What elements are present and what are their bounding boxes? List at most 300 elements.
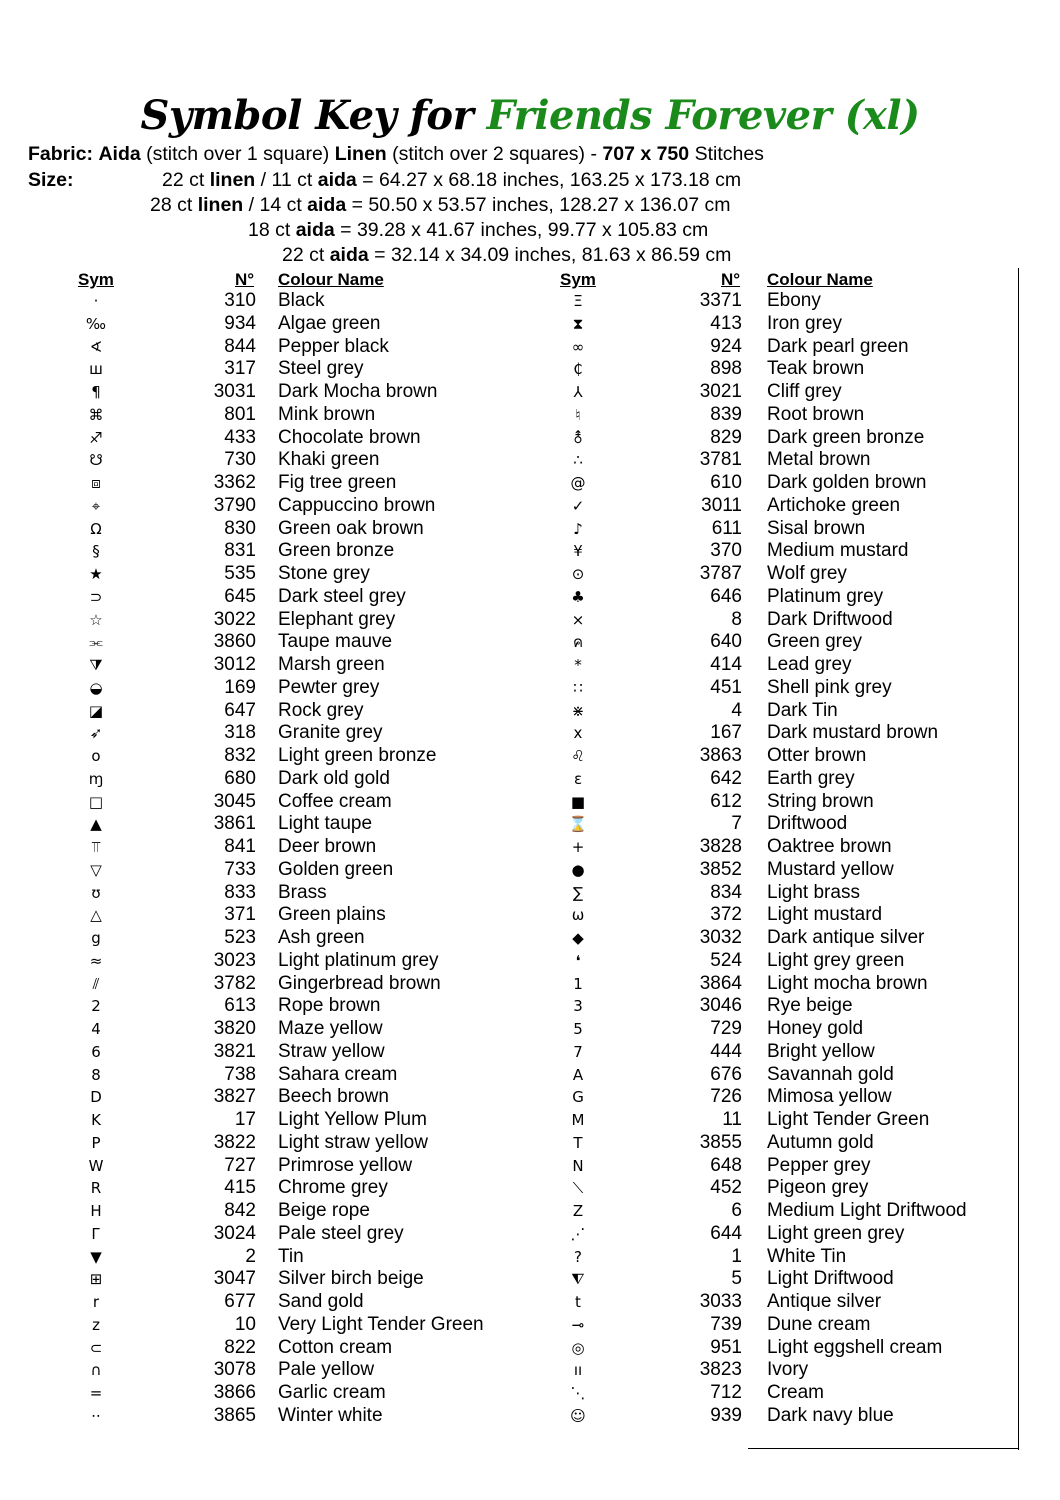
color-number: 612 [710, 790, 742, 812]
color-number: 613 [224, 995, 256, 1017]
color-name: Artichoke green [767, 494, 901, 516]
symbol-glyph: ◆ [572, 929, 584, 947]
color-number: 3045 [213, 790, 256, 812]
color-name: Pepper grey [767, 1154, 871, 1176]
color-name: Deer brown [278, 836, 377, 857]
color-name: Steel grey [278, 358, 364, 380]
symbol-glyph: □ [88, 792, 104, 811]
color-number: 801 [224, 403, 256, 425]
symbol-glyph: 5 [573, 1020, 583, 1038]
color-number: 3362 [213, 472, 256, 493]
color-number: 730 [224, 449, 256, 471]
size-label: Size: [28, 169, 74, 191]
frame-line [1018, 268, 1019, 1450]
color-number: 10 [234, 1313, 256, 1335]
color-number: 3023 [213, 949, 256, 971]
symbol-glyph: ¶ [91, 383, 101, 401]
symbol-glyph: ◒ [89, 678, 103, 697]
symbol-glyph: ⧨ [571, 1270, 585, 1289]
symbol-glyph: R [90, 1179, 102, 1198]
symbol-glyph: r [92, 1293, 100, 1311]
color-number: 3011 [701, 494, 742, 516]
symbol-glyph: ★ [89, 565, 103, 583]
color-number: 310 [224, 290, 256, 311]
symbol-glyph: △ [90, 906, 102, 925]
symbol-glyph: ⋇ [571, 701, 585, 720]
color-name: Dark navy blue [767, 1404, 894, 1426]
symbol-glyph: ♣ [571, 587, 585, 606]
color-name: Very Light Tender Green [278, 1313, 484, 1335]
symbol-glyph: W [88, 1156, 104, 1175]
color-name: Light Driftwood [767, 1268, 894, 1290]
symbol-glyph: ⧈ [91, 474, 101, 492]
color-number: 839 [710, 403, 742, 425]
color-name: Pigeon grey [767, 1177, 869, 1199]
color-number: 3860 [213, 631, 256, 653]
color-number: 611 [711, 517, 742, 539]
color-name: White Tin [767, 1245, 847, 1267]
color-name: Iron grey [767, 312, 842, 334]
symbol-glyph: ⌖ [91, 496, 101, 515]
color-name: Light Tender Green [767, 1109, 930, 1130]
color-name: Light Yellow Plum [278, 1109, 427, 1130]
color-name: Shell pink grey [767, 676, 892, 698]
color-name: Dark Tin [767, 699, 838, 721]
symbol-glyph: H [90, 1202, 102, 1220]
header-num: N° [721, 270, 741, 289]
symbol-glyph: ≈ [89, 951, 103, 970]
color-name: Driftwood [767, 813, 848, 835]
size-line: 18 ct aida = 39.28 x 41.67 inches, 99.77 x 105.83 cm [248, 219, 709, 241]
symbol-glyph: ∞ [571, 337, 585, 356]
symbol-glyph: Ξ [573, 292, 583, 310]
color-number: 647 [224, 699, 256, 721]
color-number: 3024 [213, 1222, 256, 1244]
symbol-glyph: ⋱ [570, 1384, 586, 1402]
color-number: 934 [224, 312, 256, 334]
symbol-glyph: ∑ [572, 883, 584, 902]
color-number: 898 [710, 358, 742, 380]
symbol-glyph: ⌘ [88, 405, 104, 424]
color-name: Cliff grey [767, 381, 842, 402]
color-name: Tin [278, 1245, 304, 1267]
header-name: Colour Name [767, 270, 873, 289]
color-name: Pale yellow [278, 1359, 375, 1381]
color-number: 3864 [699, 972, 742, 994]
color-number: 645 [224, 585, 256, 607]
color-name: Green plains [278, 904, 386, 926]
color-name: Platinum grey [767, 585, 884, 607]
symbol-glyph: 2 [91, 997, 101, 1016]
header-name: Colour Name [278, 270, 384, 289]
color-name: Teak brown [767, 358, 865, 380]
symbol-glyph: g [91, 929, 101, 947]
color-number: 3820 [213, 1018, 256, 1039]
color-name: Beech brown [278, 1086, 389, 1108]
symbol-glyph: P [91, 1133, 101, 1152]
color-number: 3022 [213, 608, 256, 630]
symbol-glyph: ⧗ [572, 314, 584, 333]
symbol-glyph: ⅄ [573, 383, 583, 401]
symbol-glyph: ? [574, 1247, 582, 1266]
color-name: Gingerbread brown [278, 972, 441, 994]
color-number: 833 [224, 881, 256, 903]
color-number: 3866 [213, 1382, 256, 1403]
color-name: Coffee cream [278, 790, 392, 812]
color-name: Lead grey [767, 654, 852, 675]
color-number: 523 [224, 927, 256, 948]
color-number: 3371 [699, 290, 742, 311]
color-name: Garlic cream [278, 1382, 386, 1403]
symbol-glyph: ⊙ [571, 565, 585, 583]
size-line: 22 ct linen / 11 ct aida = 64.27 x 68.18 inches, 163.25 x 173.18 cm [162, 169, 742, 191]
color-number: 4 [731, 699, 742, 721]
symbol-glyph: ⊃ [89, 587, 103, 606]
color-name: Rock grey [278, 699, 364, 721]
color-number: 739 [710, 1313, 742, 1335]
symbol-glyph: = [89, 1384, 103, 1402]
color-name: Light taupe [278, 813, 373, 835]
color-name: Pale steel grey [278, 1222, 404, 1244]
color-number: 317 [224, 358, 256, 380]
color-name: Chrome grey [278, 1177, 388, 1199]
color-number: 371 [224, 904, 256, 926]
color-name: Straw yellow [278, 1040, 385, 1062]
symbol-glyph: o [91, 747, 101, 765]
symbol-glyph: ε [573, 769, 583, 788]
color-number: 3782 [213, 972, 256, 994]
fabric-line: Fabric: Aida (stitch over 1 square) Linen (stitch over 2 squares) - 707 x 750 Stitches [28, 143, 764, 165]
color-number: 3032 [699, 927, 742, 948]
symbol-glyph: + [571, 838, 585, 856]
color-name: Light straw yellow [278, 1131, 428, 1153]
color-number: 822 [224, 1336, 256, 1358]
symbol-glyph: ♪ [573, 519, 583, 538]
symbol-glyph: ⌛ [568, 815, 588, 834]
symbol-glyph: ▼ [90, 1247, 102, 1266]
color-name: Oaktree brown [767, 836, 892, 857]
color-number: 3787 [699, 563, 742, 584]
color-number: 3821 [213, 1040, 256, 1062]
color-number: 642 [710, 767, 742, 789]
color-number: 3828 [699, 836, 742, 857]
color-name: Dark Mocha brown [278, 381, 438, 402]
color-name: Chocolate brown [278, 426, 421, 448]
color-name: Winter white [278, 1404, 383, 1426]
color-name: Earth grey [767, 767, 855, 789]
symbol-glyph: ∩ [90, 1361, 102, 1380]
symbol-glyph: ค [572, 633, 584, 652]
symbol-glyph: ☆ [89, 610, 103, 629]
color-name: Green oak brown [278, 517, 424, 539]
symbol-glyph: ш [89, 360, 103, 379]
color-name: Brass [278, 881, 327, 903]
color-number: 3865 [213, 1404, 256, 1426]
color-name: Autumn gold [767, 1131, 874, 1153]
color-name: Taupe mauve [278, 631, 393, 653]
color-number: 3861 [213, 813, 256, 835]
color-number: 3046 [699, 995, 742, 1017]
symbol-glyph: ⊞ [89, 1270, 103, 1289]
color-number: 829 [710, 426, 742, 448]
color-name: Rye beige [767, 995, 853, 1017]
color-number: 3021 [699, 381, 742, 402]
color-number: 451 [710, 676, 742, 698]
color-number: 415 [224, 1177, 256, 1199]
symbol-glyph: 4 [91, 1020, 101, 1038]
symbol-glyph: ¥ [573, 542, 583, 561]
color-name: Light brass [767, 881, 860, 903]
symbol-glyph: ⫘ [89, 633, 103, 652]
color-name: Mink brown [278, 403, 376, 425]
color-number: 712 [710, 1382, 742, 1403]
color-number: 3012 [213, 654, 256, 675]
color-name: Cappuccino brown [278, 494, 436, 516]
symbol-glyph: ⊂ [89, 1338, 103, 1357]
color-name: Sand gold [278, 1291, 364, 1312]
color-number: 3047 [213, 1268, 256, 1290]
color-name: Sahara cream [278, 1063, 398, 1085]
color-name: Beige rope [278, 1200, 370, 1221]
symbol-glyph: 6 [91, 1042, 101, 1061]
color-name: Wolf grey [767, 563, 847, 584]
color-number: 444 [710, 1040, 742, 1062]
symbol-glyph: ● [571, 860, 585, 879]
symbol-glyph: 8 [91, 1065, 101, 1084]
color-name: Metal brown [767, 449, 871, 471]
color-name: Light eggshell cream [767, 1336, 943, 1358]
symbol-glyph: D [90, 1088, 102, 1107]
symbol-glyph: ɱ [88, 769, 104, 788]
color-name: Green grey [767, 631, 863, 653]
color-number: 3078 [213, 1359, 256, 1381]
color-name: Primrose yellow [278, 1154, 413, 1176]
color-number: 648 [710, 1154, 742, 1176]
color-name: Stone grey [278, 563, 370, 584]
symbol-glyph: ⨯ [571, 610, 585, 629]
title-prefix: Symbol Key for [140, 92, 474, 139]
color-name: Honey gold [767, 1018, 864, 1039]
color-name: Light mustard [767, 904, 883, 926]
color-name: Dark green bronze [767, 426, 925, 448]
color-number: 727 [224, 1154, 256, 1176]
symbol-glyph: ω [571, 906, 585, 925]
color-name: Granite grey [278, 722, 383, 744]
header-sym: Sym [560, 270, 596, 289]
color-number: 7 [731, 813, 742, 835]
color-number: 372 [710, 904, 742, 926]
color-number: 433 [224, 426, 256, 448]
color-name: Elephant grey [278, 608, 396, 630]
color-name: Pepper black [278, 335, 389, 357]
color-number: 738 [224, 1063, 256, 1085]
symbol-glyph: ❛ [575, 951, 581, 970]
symbol-glyph: T [573, 1133, 583, 1152]
symbol-glyph: ➶ [89, 724, 103, 743]
color-name: Dark steel grey [278, 585, 406, 607]
color-number: 841 [224, 836, 256, 857]
color-name: Light mocha brown [767, 972, 928, 994]
symbol-glyph: ◪ [88, 701, 104, 720]
color-number: 5 [731, 1268, 742, 1290]
symbol-glyph: z [92, 1315, 100, 1334]
color-name: Light platinum grey [278, 949, 439, 971]
color-name: Algae green [278, 312, 381, 334]
color-number: 3781 [699, 449, 742, 471]
symbol-glyph: ₵ [573, 360, 583, 379]
color-number: 414 [710, 654, 742, 675]
pattern-name: Friends Forever (xl) [486, 92, 920, 139]
symbol-glyph: ✓ [571, 496, 585, 515]
symbol-glyph: 1 [573, 974, 583, 993]
symbol-glyph: ▽ [90, 860, 102, 879]
symbol-glyph: ʊ [91, 883, 101, 902]
color-number: 169 [224, 676, 256, 698]
color-name: Pewter grey [278, 676, 380, 698]
symbol-glyph: Ω [90, 519, 102, 538]
color-number: 3033 [699, 1291, 742, 1312]
color-number: 3790 [213, 494, 256, 516]
color-name: Dark golden brown [767, 472, 927, 493]
symbol-glyph: ♮ [575, 405, 581, 424]
color-name: Dark mustard brown [767, 722, 939, 744]
color-name: Root brown [767, 403, 865, 425]
color-number: 640 [710, 631, 742, 653]
size-line: 22 ct aida = 32.14 x 34.09 inches, 81.63 x 86.59 cm [282, 244, 732, 266]
color-name: String brown [767, 790, 874, 812]
symbol-glyph: ☋ [89, 451, 103, 470]
color-number: 924 [710, 335, 742, 357]
color-name: Antique silver [767, 1291, 882, 1312]
frame-line [748, 1448, 1019, 1449]
color-number: 610 [710, 472, 742, 493]
color-number: 3863 [699, 745, 742, 766]
color-number: 939 [710, 1404, 742, 1426]
color-name: Maze yellow [278, 1018, 383, 1039]
symbol-glyph: ⋰ [570, 1224, 586, 1243]
symbol-glyph: N [572, 1156, 584, 1175]
symbol-glyph: ⟍ [572, 1179, 584, 1198]
symbol-glyph: ‰ [85, 314, 107, 333]
color-name: Golden green [278, 858, 394, 880]
color-number: 17 [234, 1109, 256, 1130]
color-number: 830 [224, 517, 256, 539]
color-number: 11 [722, 1109, 742, 1130]
color-number: 844 [224, 335, 256, 357]
symbol-glyph: ∢ [89, 337, 103, 356]
color-number: 524 [710, 949, 742, 971]
color-number: 831 [224, 540, 256, 562]
header-num: N° [235, 270, 255, 289]
color-number: 2 [245, 1245, 256, 1267]
color-name: Cotton cream [278, 1336, 393, 1358]
color-number: 3852 [699, 858, 742, 880]
color-name: Ebony [767, 290, 821, 311]
symbol-glyph: ⚨ [571, 428, 585, 447]
symbol-glyph: M [571, 1111, 585, 1129]
symbol-glyph: ⊸ [571, 1315, 585, 1334]
color-name: Bright yellow [767, 1040, 875, 1062]
symbol-glyph: ■ [570, 792, 586, 811]
color-name: Light grey green [767, 949, 905, 971]
color-name: Khaki green [278, 449, 380, 471]
symbol-glyph: ⧩ [89, 656, 103, 674]
color-number: 370 [710, 540, 742, 562]
color-name: Medium mustard [767, 540, 909, 562]
color-name: Dark old gold [278, 767, 390, 789]
symbol-glyph: G [572, 1088, 584, 1107]
symbol-glyph: Г [91, 1224, 101, 1243]
color-name: Silver birch beige [278, 1268, 424, 1290]
symbol-glyph: ⫪ [91, 838, 101, 856]
size-line: 28 ct linen / 14 ct aida = 50.50 x 53.57 inches, 128.27 x 136.07 cm [150, 194, 731, 216]
color-number: 6 [731, 1200, 742, 1221]
symbol-glyph: ☺ [570, 1406, 586, 1425]
symbol-glyph: ♌ [571, 747, 585, 765]
symbol-glyph: ıı [573, 1361, 583, 1380]
color-number: 452 [710, 1177, 742, 1199]
color-name: Dark antique silver [767, 927, 925, 948]
color-name: Marsh green [278, 654, 385, 675]
symbol-glyph: * [574, 656, 582, 674]
color-name: Light green grey [767, 1222, 905, 1244]
color-name: Light green bronze [278, 745, 437, 766]
symbol-glyph: § [92, 542, 100, 561]
color-number: 951 [710, 1336, 742, 1358]
color-name: Dune cream [767, 1313, 871, 1335]
symbol-glyph: A [572, 1065, 584, 1084]
symbol-glyph: x [573, 724, 583, 743]
symbol-glyph: t [575, 1293, 581, 1311]
color-name: Fig tree green [278, 472, 397, 493]
symbol-glyph: ⋅⋅ [91, 1406, 101, 1425]
symbol-glyph: ♐ [89, 428, 103, 447]
color-number: 726 [710, 1086, 742, 1108]
color-number: 3827 [213, 1086, 256, 1108]
color-name: Cream [767, 1382, 825, 1403]
color-number: 644 [710, 1222, 742, 1244]
color-number: 413 [710, 312, 742, 334]
color-name: Ash green [278, 927, 365, 948]
color-name: Otter brown [767, 745, 867, 766]
symbol-glyph: 3 [573, 997, 583, 1016]
symbol-glyph: ◎ [571, 1338, 585, 1357]
symbol-glyph: @ [570, 474, 586, 492]
color-name: Dark pearl green [767, 335, 909, 357]
color-number: 3822 [213, 1131, 256, 1153]
color-name: Mustard yellow [767, 858, 894, 880]
color-number: 167 [710, 722, 742, 744]
color-name: Medium Light Driftwood [767, 1200, 967, 1221]
symbol-glyph: ⫽ [92, 974, 100, 993]
color-number: 1 [731, 1245, 742, 1267]
color-name: Rope brown [278, 995, 381, 1017]
color-name: Mimosa yellow [767, 1086, 892, 1108]
color-number: 729 [710, 1018, 742, 1039]
page-title [0, 92, 1060, 139]
color-name: Black [278, 290, 325, 311]
color-number: 535 [224, 563, 256, 584]
color-name: Ivory [767, 1359, 809, 1381]
color-name: Dark Driftwood [767, 608, 893, 630]
color-number: 677 [224, 1291, 256, 1312]
symbol-glyph: ∷ [573, 678, 583, 697]
symbol-glyph: ∴ [573, 451, 583, 470]
color-number: 834 [710, 881, 742, 903]
color-number: 3855 [699, 1131, 742, 1153]
color-number: 676 [710, 1063, 742, 1085]
color-number: 832 [224, 745, 256, 766]
